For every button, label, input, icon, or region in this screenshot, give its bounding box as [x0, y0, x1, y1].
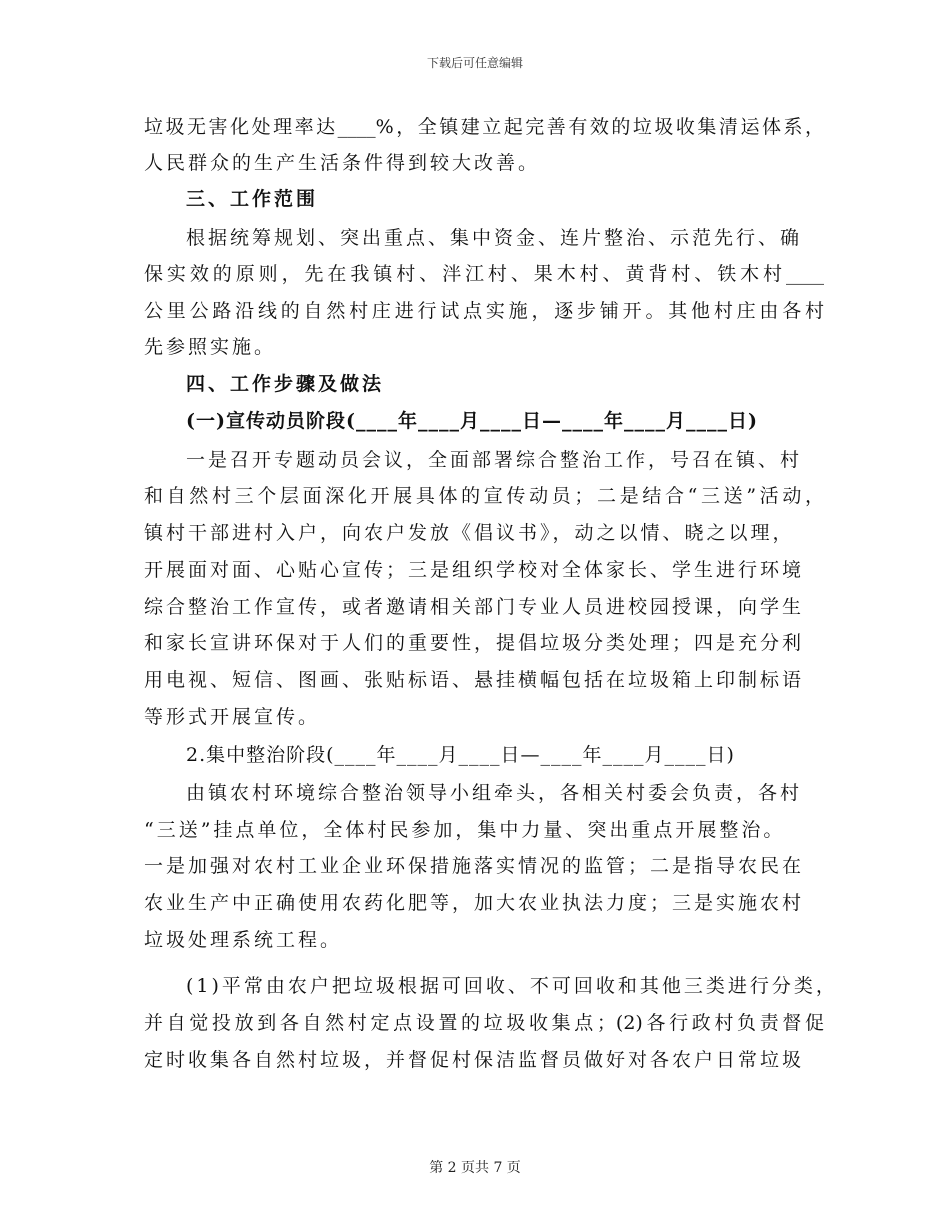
paragraph-line: 保实效的原则，先在我镇村、泮江村、果木村、黄背村、铁木村____ [144, 263, 824, 285]
paragraph-line: 开展面对面、心贴心宣传；三是组织学校对全体家长、学生进行环境 [144, 559, 805, 581]
paragraph-line: 一是召开专题动员会议，全面部署综合整治工作，号召在镇、村 [186, 449, 803, 471]
paragraph-line: 人民群众的生产生活条件得到较大改善。 [144, 152, 541, 174]
paragraph-line: 并自觉投放到各自然村定点设置的垃圾收集点；(2)各行政村负责督促 [144, 1012, 824, 1034]
paragraph-line: 和自然村三个层面深化开展具体的宣传动员；二是结合“三送”活动， [144, 485, 824, 507]
paragraph-line: 垃圾无害化处理率达____%，全镇建立起完善有效的垃圾收集清运体系， [144, 116, 824, 138]
paragraph-line: 由镇农村环境综合整治领导小组牵头，各相关村委会负责，各村 [186, 782, 803, 804]
section-heading: 四、工作步骤及做法 [186, 373, 385, 395]
page-footer: 第 2 页共 7 页 [429, 1160, 521, 1176]
paragraph-line: 综合整治工作宣传，或者邀请相关部门专业人员进校园授课，向学生 [144, 596, 805, 618]
paragraph-line: 先参照实施。 [144, 336, 277, 358]
paragraph-line: 农业生产中正确使用农药化肥等，加大农业执法力度；三是实施农村 [144, 892, 805, 914]
page-header: 下载后可任意编辑 [426, 56, 523, 70]
subsection-heading: 2.集中整治阶段(____年____月____日—____年____月____日) [186, 744, 735, 766]
paragraph-line: 定时收集各自然村垃圾，并督促村保洁监督员做好对各农户日常垃圾 [144, 1049, 805, 1071]
paragraph-line: 等形式开展宣传。 [144, 706, 321, 728]
paragraph-line: 公里公路沿线的自然村庄进行试点实施，逐步铺开。其他村庄由各村 [144, 300, 824, 322]
paragraph-line: 镇村干部进村入户，向农户发放《倡议书》，动之以情、晓之以理， [144, 522, 795, 544]
paragraph-line: 垃圾处理系统工程。 [144, 929, 343, 951]
subsection-heading: (一)宣传动员阶段(____年____月____日—____年____月____日) [186, 410, 758, 432]
paragraph-line: 根据统筹规划、突出重点、集中资金、连片整治、示范先行、确 [186, 227, 803, 249]
paragraph-line: 一是加强对农村工业企业环保措施落实情况的监管；二是指导农民在 [144, 855, 805, 877]
section-heading: 三、工作范围 [186, 188, 319, 210]
paragraph-line: 和家长宣讲环保对于人们的重要性，提倡垃圾分类处理；四是充分利 [144, 632, 805, 654]
paragraph-line: 用电视、短信、图画、张贴标语、悬挂横幅包括在垃圾箱上印制标语 [144, 669, 805, 691]
paragraph-line: “三送”挂点单位，全体村民参加，集中力量、突出重点开展整治。 [144, 819, 786, 841]
paragraph-line: (1)平常由农户把垃圾根据可回收、不可回收和其他三类进行分类， [186, 975, 838, 997]
